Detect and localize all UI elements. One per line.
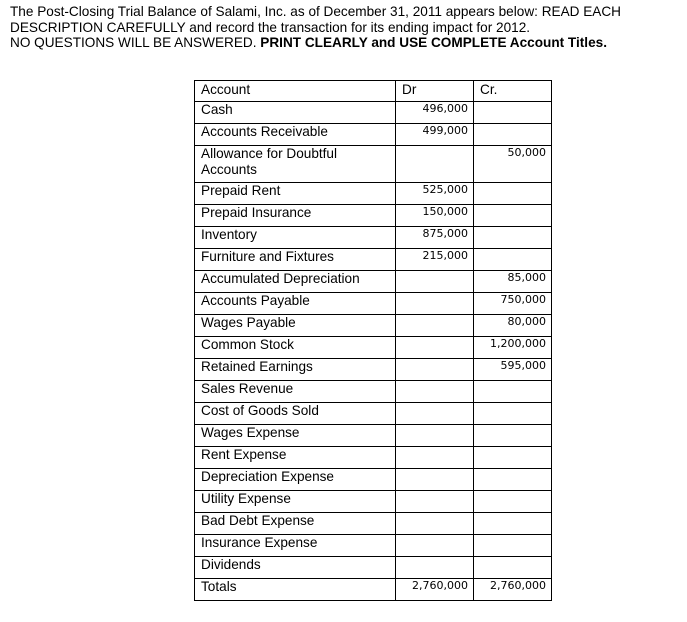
- debit-cell: [396, 359, 474, 381]
- credit-cell: [474, 491, 552, 513]
- account-cell: Allowance for Doubtful Accounts: [195, 146, 396, 183]
- table-row: [195, 124, 552, 146]
- instructions-line-2: DESCRIPTION CAREFULLY and record the transaction for its ending impact for 2012.: [10, 19, 531, 35]
- table-row: [195, 249, 552, 271]
- instructions-line-3: [10, 35, 682, 51]
- table-row: [195, 579, 552, 601]
- header-dr: Dr: [396, 81, 474, 102]
- debit-cell: [396, 403, 474, 425]
- table-row: [195, 469, 552, 491]
- account-cell: Bad Debt Expense: [195, 513, 396, 535]
- account-cell: Insurance Expense: [195, 535, 396, 557]
- table-row: [195, 337, 552, 359]
- instructions: [10, 4, 682, 51]
- table-row: [195, 447, 552, 469]
- table-row: [195, 315, 552, 337]
- credit-cell: 50,000: [474, 146, 552, 183]
- account-cell: Rent Expense: [195, 447, 396, 469]
- table-row: [195, 381, 552, 403]
- account-cell: Cash: [195, 102, 396, 124]
- account-cell: Prepaid Insurance: [195, 205, 396, 227]
- account-cell: Utility Expense: [195, 491, 396, 513]
- debit-cell: 496,000: [396, 102, 474, 124]
- instructions-line-1: The Post-Closing Trial Balance of Salami, Inc. as of December 31, 2011 appears below: READ EACH: [10, 4, 622, 19]
- header-account: Account: [195, 81, 396, 102]
- credit-cell: [474, 381, 552, 403]
- debit-cell: [396, 513, 474, 535]
- debit-cell: [396, 469, 474, 491]
- table-row: [195, 227, 552, 249]
- account-cell: Wages Expense: [195, 425, 396, 447]
- credit-cell: [474, 469, 552, 491]
- debit-cell: [396, 271, 474, 293]
- debit-cell: 2,760,000: [396, 579, 474, 601]
- account-cell: Accumulated Depreciation: [195, 271, 396, 293]
- table-header-row: [195, 81, 552, 102]
- table-row: [195, 359, 552, 381]
- credit-cell: 1,200,000: [474, 337, 552, 359]
- credit-cell: 80,000: [474, 315, 552, 337]
- table-row: [195, 293, 552, 315]
- credit-cell: [474, 557, 552, 579]
- credit-cell: [474, 205, 552, 227]
- credit-cell: 595,000: [474, 359, 552, 381]
- table-row: [195, 557, 552, 579]
- header-cr: Cr.: [474, 81, 552, 102]
- debit-cell: [396, 535, 474, 557]
- debit-cell: 150,000: [396, 205, 474, 227]
- table-row: [195, 491, 552, 513]
- debit-cell: [396, 381, 474, 403]
- debit-cell: [396, 491, 474, 513]
- credit-cell: [474, 102, 552, 124]
- credit-cell: 85,000: [474, 271, 552, 293]
- credit-cell: [474, 403, 552, 425]
- credit-cell: [474, 513, 552, 535]
- credit-cell: 2,760,000: [474, 579, 552, 601]
- credit-cell: [474, 227, 552, 249]
- account-cell: Retained Earnings: [195, 359, 396, 381]
- credit-cell: [474, 249, 552, 271]
- table-row: [195, 205, 552, 227]
- table-row: [195, 146, 552, 183]
- account-cell: Dividends: [195, 557, 396, 579]
- table-row: [195, 535, 552, 557]
- table-row: [195, 183, 552, 205]
- credit-cell: [474, 447, 552, 469]
- account-cell: Sales Revenue: [195, 381, 396, 403]
- credit-cell: [474, 183, 552, 205]
- table-row: [195, 102, 552, 124]
- debit-cell: 525,000: [396, 183, 474, 205]
- debit-cell: [396, 293, 474, 315]
- debit-cell: 499,000: [396, 124, 474, 146]
- credit-cell: 750,000: [474, 293, 552, 315]
- debit-cell: [396, 315, 474, 337]
- instructions-line-3-plain: NO QUESTIONS WILL BE ANSWERED.: [10, 35, 261, 51]
- trial-balance-table: [194, 80, 552, 601]
- debit-cell: [396, 557, 474, 579]
- table-row: [195, 403, 552, 425]
- account-cell: Totals: [195, 579, 396, 601]
- debit-cell: 875,000: [396, 227, 474, 249]
- instructions-line-3-bold: PRINT CLEARLY and USE COMPLETE Account Titles.: [260, 35, 607, 51]
- account-cell: Accounts Payable: [195, 293, 396, 315]
- account-cell: Cost of Goods Sold: [195, 403, 396, 425]
- credit-cell: [474, 535, 552, 557]
- debit-cell: 215,000: [396, 249, 474, 271]
- debit-cell: [396, 146, 474, 183]
- table-row: [195, 513, 552, 535]
- table-row: [195, 271, 552, 293]
- credit-cell: [474, 425, 552, 447]
- account-cell: Inventory: [195, 227, 396, 249]
- account-cell: Depreciation Expense: [195, 469, 396, 491]
- debit-cell: [396, 337, 474, 359]
- account-cell: Common Stock: [195, 337, 396, 359]
- debit-cell: [396, 425, 474, 447]
- account-cell: Prepaid Rent: [195, 183, 396, 205]
- account-cell: Wages Payable: [195, 315, 396, 337]
- table-row: [195, 425, 552, 447]
- debit-cell: [396, 447, 474, 469]
- account-cell: Furniture and Fixtures: [195, 249, 396, 271]
- account-cell: Accounts Receivable: [195, 124, 396, 146]
- credit-cell: [474, 124, 552, 146]
